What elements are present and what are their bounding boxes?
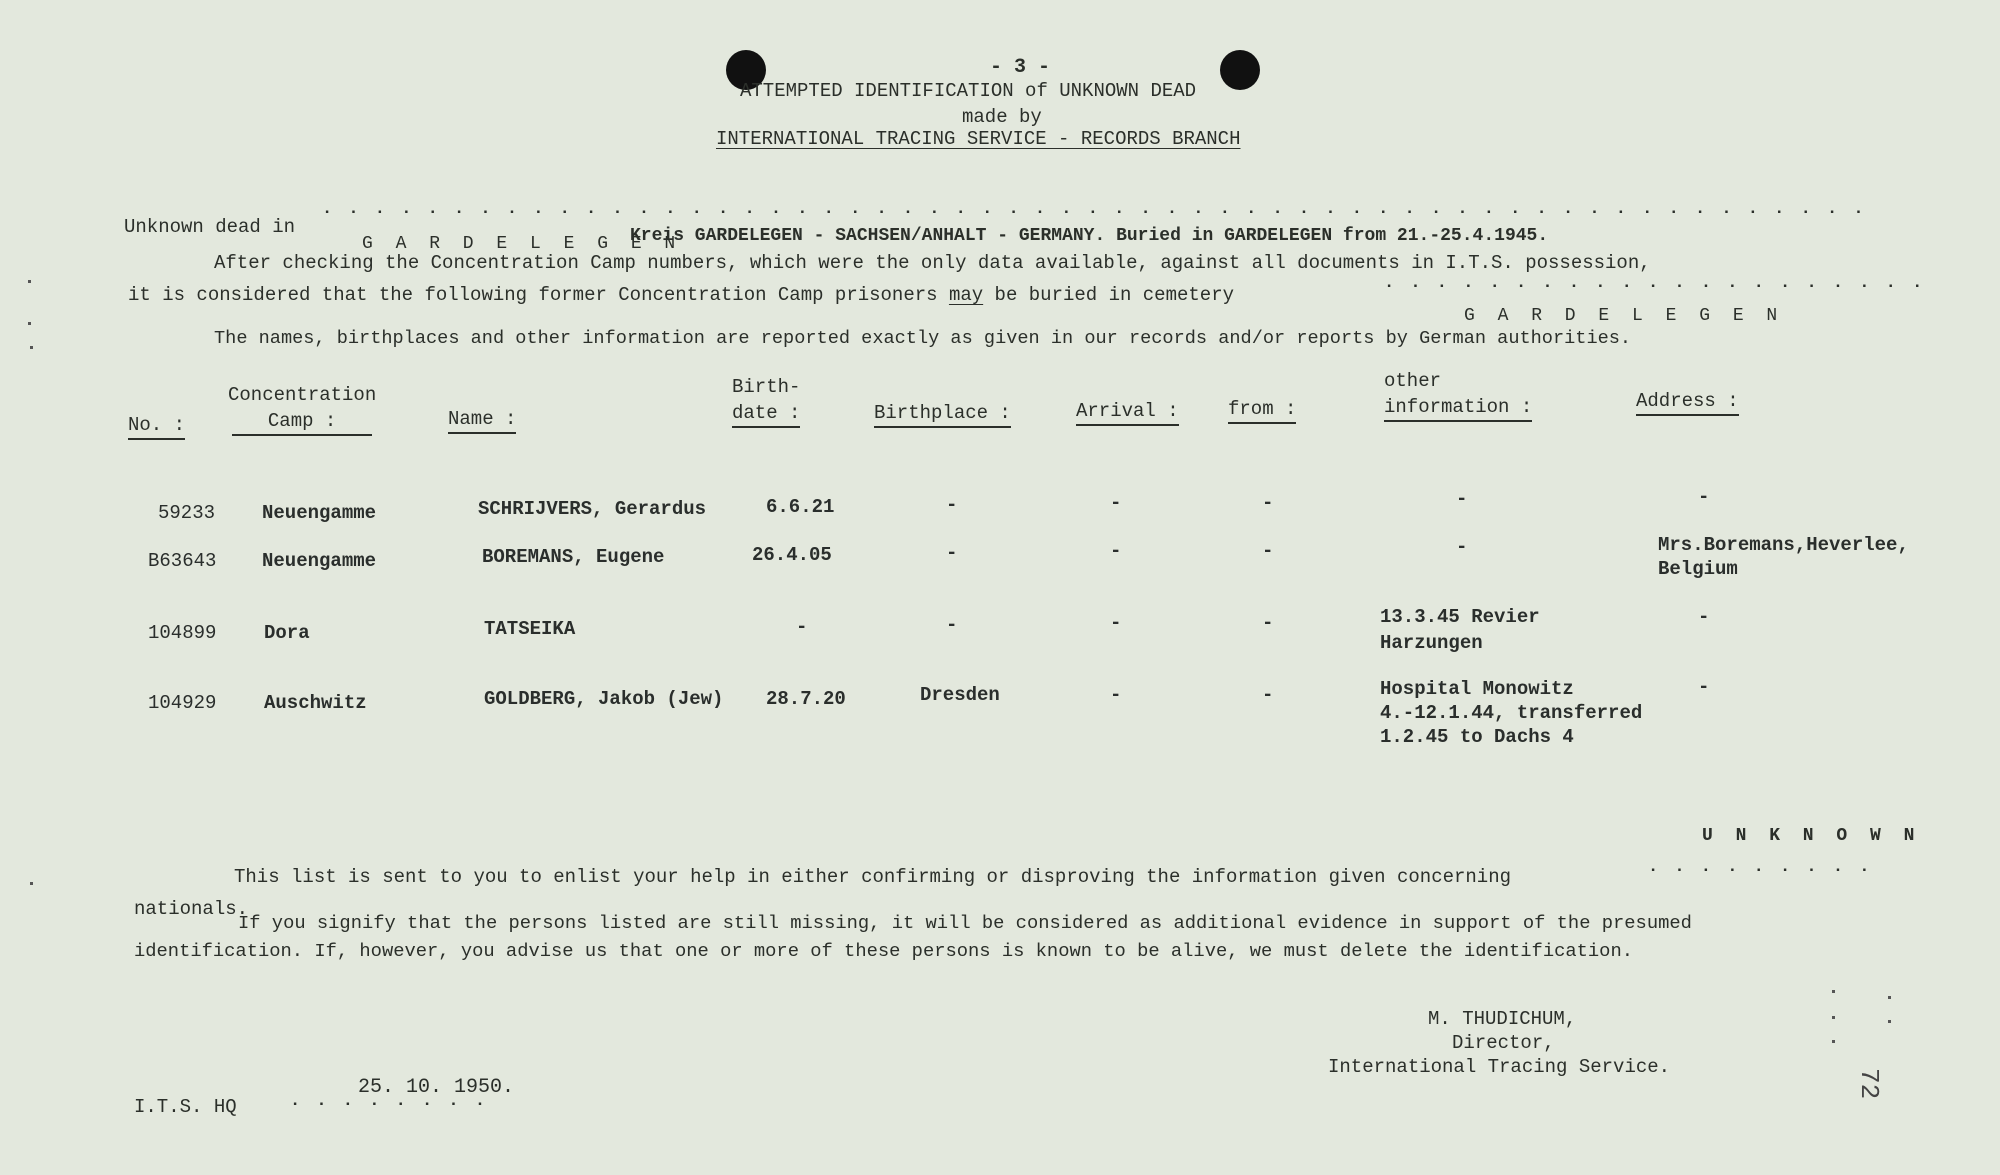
row-other: - [1456, 536, 1468, 558]
header-name [448, 408, 516, 430]
row-from: - [1262, 684, 1274, 706]
row-other-line2: 4.-12.1.44, transferred [1380, 702, 1643, 724]
header-no-text: No. : [128, 414, 185, 440]
header-other-line2: information : [1384, 396, 1532, 422]
row-other: - [1456, 488, 1468, 510]
made-by: made by [962, 106, 1042, 128]
row-arrival: - [1110, 612, 1122, 634]
row-name: SCHRIJVERS, Gerardus [478, 498, 707, 520]
header-address-text: Address : [1636, 390, 1739, 416]
header-other-line1: other [1384, 370, 1442, 392]
margin-mark [1888, 996, 1891, 999]
header-birthdate [732, 376, 800, 424]
page-number: - 3 - [990, 56, 1051, 79]
row-from: - [1262, 492, 1274, 514]
signatory-title: Director, [1452, 1032, 1555, 1054]
row-birthdate: 6.6.21 [766, 496, 835, 518]
intro-line2-end: be buried in cemetery [983, 284, 1234, 306]
row-other-line1: 13.3.45 Revier [1380, 606, 1540, 628]
row-other-line1: Hospital Monowitz [1380, 678, 1574, 700]
intro-line2-text: it is considered that the following former Concentration Camp prisoners [128, 284, 949, 306]
dot-leader-2: . . . . . . . . . . . . . . . . . . . . . [1384, 274, 1926, 293]
row-address: - [1698, 486, 1710, 508]
row-address-line1: Mrs.Boremans,Heverlee, [1658, 534, 1909, 556]
row-birthdate: 28.7.20 [766, 688, 846, 710]
margin-mark [1888, 1020, 1891, 1023]
margin-mark [1832, 1016, 1835, 1019]
closing-paragraph-a-end: nationals. [134, 898, 249, 920]
row-from: - [1262, 612, 1274, 634]
row-birthplace: Dresden [920, 684, 1000, 706]
header-birthplace-text: Birthplace : [874, 402, 1011, 428]
row-name: TATSEIKA [484, 618, 576, 640]
closing-paragraph-b-line2: identification. If, however, you advise us that one or more of these persons is known to be alive, we must delete the identification. [134, 940, 1633, 962]
margin-mark [1832, 990, 1835, 993]
row-no: 104899 [148, 622, 217, 644]
row-arrival: - [1110, 684, 1122, 706]
row-camp: Neuengamme [262, 550, 377, 572]
row-name: GOLDBERG, Jakob (Jew) [484, 688, 724, 710]
header-birthplace [874, 402, 1011, 424]
closing-dot-leader: . . . . . . . . . [1648, 858, 1873, 877]
row-name: BOREMANS, Eugene [482, 546, 665, 568]
margin-mark [30, 882, 33, 885]
row-camp: Auschwitz [264, 692, 367, 714]
row-arrival: - [1110, 492, 1122, 514]
signatory-org: International Tracing Service. [1328, 1056, 1671, 1078]
row-address: - [1698, 606, 1710, 628]
location-spaced: G A R D E L E G E N [362, 234, 682, 254]
location-detail: Kreis GARDELEGEN - SACHSEN/ANHALT - GERMANY. Buried in GARDELEGEN from 21.-25.4.1945. [630, 226, 1549, 246]
dot-leader: . . . . . . . . . . . . . . . . . . . . . . . . . . . . . . . . . . . . . . . . . . . . . . . . . . . . . . . . . . . [322, 200, 1867, 219]
header-address [1636, 390, 1739, 412]
cemetery-spaced: G A R D E L E G E N [1464, 306, 1784, 326]
header-other [1384, 370, 1532, 418]
nationality-spaced: U N K N O W N [1702, 826, 1921, 846]
row-birthdate: 26.4.05 [752, 544, 832, 566]
may-emphasis: may [948, 284, 984, 306]
header-name-text: Name : [448, 408, 516, 434]
closing-paragraph-b-line1: If you signify that the persons listed are still missing, it will be considered as additional evidence in support of the presumed [238, 912, 1692, 934]
document-title: ATTEMPTED IDENTIFICATION of UNKNOWN DEAD [740, 80, 1197, 102]
header-camp-line2: Camp : [232, 410, 372, 436]
header-camp [228, 384, 376, 432]
row-birthplace: - [946, 494, 958, 516]
closing-paragraph-a: This list is sent to you to enlist your help in either confirming or disproving the information given concerning [234, 866, 1512, 888]
header-from-text: from : [1228, 398, 1296, 424]
row-birthplace: - [946, 614, 958, 636]
signatory-name: M. THUDICHUM, [1428, 1008, 1577, 1030]
header-arrival [1076, 400, 1179, 422]
hq-label: I.T.S. HQ [134, 1096, 237, 1118]
margin-mark [28, 322, 31, 325]
intro-paragraph-line1: After checking the Concentration Camp numbers, which were the only data available, against all documents in I.T.S. possession, [214, 252, 1651, 274]
margin-page-number: 72 [1854, 1068, 1884, 1100]
header-from [1228, 398, 1296, 420]
row-arrival: - [1110, 540, 1122, 562]
margin-mark [1832, 1040, 1835, 1043]
row-no: 59233 [158, 502, 216, 524]
header-camp-line1: Concentration [228, 384, 377, 406]
hq-dot-leader: . . . . . . . . [290, 1092, 489, 1111]
row-no: 104929 [148, 692, 217, 714]
header-birthdate-line2: date : [732, 402, 800, 428]
header-birthdate-line1: Birth- [732, 376, 801, 398]
intro-paragraph-line2 [128, 284, 1234, 306]
row-address: - [1698, 676, 1710, 698]
row-from: - [1262, 540, 1274, 562]
row-no: B63643 [148, 550, 217, 572]
organization-heading: INTERNATIONAL TRACING SERVICE - RECORDS BRANCH [716, 128, 1241, 150]
row-other-line2: Harzungen [1380, 632, 1483, 654]
unknown-dead-label: Unknown dead in [124, 216, 296, 238]
row-birthdate: - [796, 616, 808, 638]
row-camp: Neuengamme [262, 502, 377, 524]
row-camp: Dora [264, 622, 310, 644]
row-address-line2: Belgium [1658, 558, 1738, 580]
row-other-line3: 1.2.45 to Dachs 4 [1380, 726, 1574, 748]
punch-hole-right [1220, 50, 1260, 90]
header-arrival-text: Arrival : [1076, 400, 1179, 426]
document-date: 25. 10. 1950. [358, 1076, 515, 1099]
header-no [128, 414, 185, 436]
margin-mark [28, 280, 31, 283]
margin-mark [30, 346, 33, 349]
intro-paragraph-2: The names, birthplaces and other information are reported exactly as given in our records and/or reports by German authorities. [214, 328, 1632, 349]
row-birthplace: - [946, 542, 958, 564]
